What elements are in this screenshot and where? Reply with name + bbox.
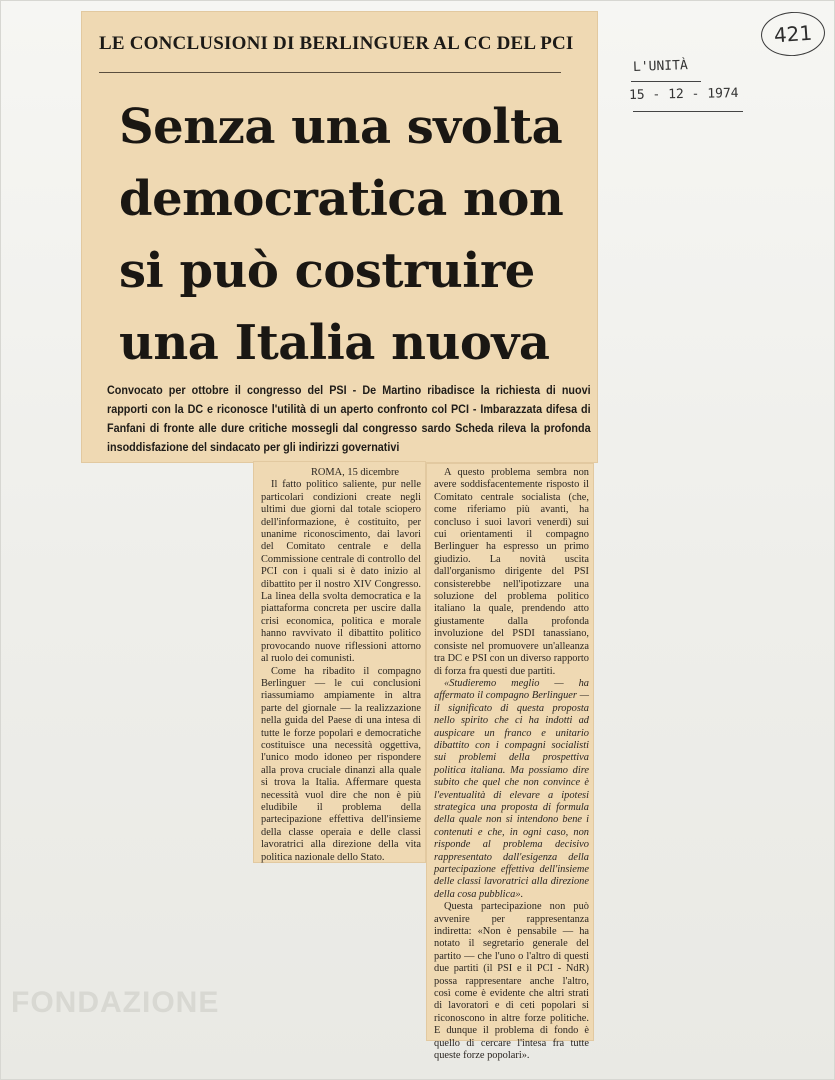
paragraph: A questo problema sembra non avere soddisfacentemente risposto il Comitato centrale socialista (che, come riferiamo più avanti, ha concluso i suoi lavori venerdì) sui cui orientamenti il compagno Berlinguer ha espresso un primo giudizio. La novità uscita dall'organismo dirigente del PSI consisterebbe nell'ipotizzare una soluzione del problema politico italiano la quale, prendendo atto giustamente dalla profonda involuzione del PSDI tanassiano, consiste nel promuovere un'alleanza tra DC e PSI con un diverso rapporto di forza fra questi due partiti. [434,467,589,677]
archive-watermark: FONDAZIONE [11,986,220,1019]
stamp-number: 421 [773,20,813,48]
handwritten-underline [633,111,743,112]
article-column-right [426,463,594,1062]
handwritten-date: 15 - 12 - 1974 [628,86,739,103]
headline-line: Senza una svolta [119,99,563,155]
article-subtitle: Convocato per ottobre il congresso del PSI - De Martino ribadisce la richiesta di nuovi rapporti con la DC e riconosce l'utilità di un aperto confronto col PCI - Imbarazzata difesa di Fanfani di fronte alle dure critiche mossegli dal congresso sardo Scheda rileva la profonda insoddisfazione del sindacato per gli indirizzi governativi [107,384,591,454]
paragraph: Il fatto politico saliente, pur nelle particolari condizioni create negli ultimi due giorni dal totale sciopero dell'informazione, è costituito, per unanime riconoscimento, dai lavori del Comitato centrale e della Commissione centrale di controllo del PCI con i quali si è dato inizio al dibattito per il nostro XIV Congresso. La linea della svolta democratica e la piattaforma concreta per uscire dalla crisi economica, politica e morale hanno ravvivato il dibattito politico provocando nuove riflessioni attorno al ruolo dei comunisti. [261,479,421,665]
article-kicker: LE CONCLUSIONI DI BERLINGUER AL CC DEL PCI [99,33,574,54]
archive-number-stamp [760,10,827,58]
kicker-divider [99,72,561,73]
handwritten-paper-name: L'UNITÀ [632,58,689,75]
article-column-left [253,461,426,863]
handwritten-underline [631,81,701,82]
paragraph-quote: «Studieremo meglio — ha affermato il compagno Berlinguer — il significato di questa proposta nello spirito che ci ha indotti ad auspicare un franco e unitario dibattito con i compagni socialisti sui problemi della prospettiva politica italiana. Ma possiamo dire subito che quel che non convince è l'eventualità di elevare a ipotesi strategica una proposta di formula della quale non si intendono bene i contenuti e che, in ogni caso, non risponde al problema decisivo rappresentato dall'esigenza della partecipazione effettiva dell'insieme delle classi lavoratrici alla direzione della cosa pubblica». [434,677,589,900]
article-dateline: ROMA, 15 dicembre [311,467,400,478]
headline-line: democratica non [119,171,564,227]
paragraph: Questa partecipazione non può avvenire per rappresentanza indiretta: «Non è pensabile — ha notato il segretario generale del partito — che l'uno o l'altro di questi due partiti (il PSI e il PCI - NdR) possa rappresentare anche l'altro, così come è evidente che altri strati di lavoratori e di ceti popolari si riconoscono in altre forze politiche. E dunque il problema di fondo è quello di cercare l'intesa fra tutte queste forze popolari». [434,901,589,1062]
headline-line: una Italia nuova [119,315,550,371]
headline-line: si può costruire [119,243,535,299]
article-headline [119,91,589,379]
column-text [261,467,421,864]
column-text [434,467,589,1063]
clipping-header [81,11,598,463]
paragraph: Come ha ribadito il compagno Berlinguer — le cui conclusioni riassumiamo ampiamente in altra parte del giornale — la realizzazione nella guida del Paese di una intesa di tutte le forze popolari e democratiche costituisce una necessità oggettiva, l'unico modo idoneo per rispondere alla prova cruciale dinanzi alla quale si trova la Italia. Affermare questa necessità vuol dire che non è più eludibile il problema della partecipazione effettiva dell'insieme della classe operaia e delle classi lavoratrici alla direzione della vita politica nazionale dello Stato. [261,665,421,863]
